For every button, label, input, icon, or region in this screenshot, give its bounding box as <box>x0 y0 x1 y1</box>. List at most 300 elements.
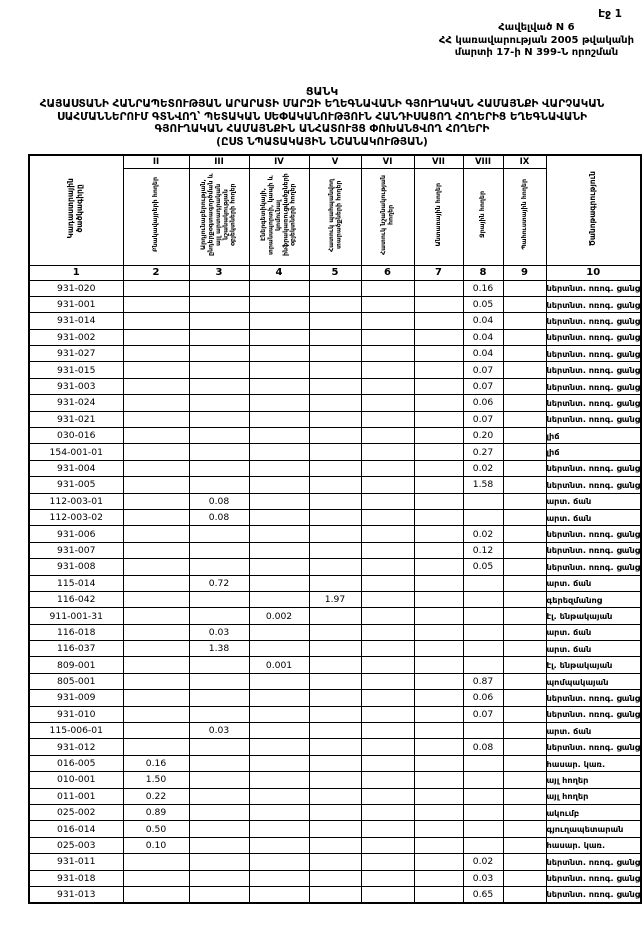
table-row <box>29 805 641 821</box>
note-cell: ներտնտ. ոռոգ. ցանց <box>546 411 641 427</box>
value-cell <box>503 378 546 394</box>
value-cell <box>414 755 463 771</box>
table-row <box>29 428 641 444</box>
table-row <box>29 641 641 657</box>
value-cell <box>361 509 414 525</box>
value-cell <box>123 870 189 886</box>
value-cell <box>414 821 463 837</box>
value-cell <box>123 329 189 345</box>
table-row <box>29 509 641 525</box>
note-cell: ներտնտ. ոռոգ. ցանց <box>546 706 641 722</box>
column-label: Հատուկ պահպանվող տարածքների հողեր <box>327 177 342 252</box>
value-cell <box>361 805 414 821</box>
table-row <box>29 608 641 624</box>
value-cell <box>309 837 361 853</box>
roman-numeral-col8: VIII <box>463 155 503 168</box>
note-cell: ակումբ <box>546 805 641 821</box>
note-cell: արտ. ճան <box>546 723 641 739</box>
value-cell <box>123 296 189 312</box>
value-cell <box>361 296 414 312</box>
value-cell <box>123 378 189 394</box>
value-cell <box>189 854 249 870</box>
value-cell <box>123 509 189 525</box>
value-cell <box>414 591 463 607</box>
value-cell <box>503 362 546 378</box>
value-cell <box>123 444 189 460</box>
value-cell: 0.22 <box>123 788 189 804</box>
table-row <box>29 395 641 411</box>
value-cell <box>189 772 249 788</box>
value-cell <box>123 886 189 902</box>
value-cell <box>123 542 189 558</box>
note-cell: ներտնտ. ոռոգ. ցանց <box>546 526 641 542</box>
value-cell <box>249 739 309 755</box>
cadastral-code: 112-003-01 <box>29 493 123 509</box>
value-cell <box>414 772 463 788</box>
note-cell: այլ հողեր <box>546 788 641 804</box>
note-cell: ներտնտ. ոռոգ. ցանց <box>546 559 641 575</box>
value-cell <box>463 657 503 673</box>
value-cell <box>249 460 309 476</box>
value-cell <box>463 509 503 525</box>
column-header-industry-lands <box>189 168 249 265</box>
value-cell <box>249 837 309 853</box>
value-cell <box>361 559 414 575</box>
value-cell <box>414 673 463 689</box>
value-cell <box>123 411 189 427</box>
value-cell <box>503 755 546 771</box>
value-cell <box>361 870 414 886</box>
value-cell <box>361 673 414 689</box>
value-cell <box>189 395 249 411</box>
value-cell <box>503 329 546 345</box>
cadastral-code: 931-009 <box>29 690 123 706</box>
value-cell: 0.12 <box>463 542 503 558</box>
value-cell <box>123 526 189 542</box>
value-cell: 0.001 <box>249 657 309 673</box>
table-row <box>29 624 641 640</box>
note-cell: ներտնտ. ոռոգ. ցանց <box>546 362 641 378</box>
note-cell: ներտնտ. ոռոգ. ցանց <box>546 460 641 476</box>
value-cell <box>503 477 546 493</box>
value-cell: 0.05 <box>463 296 503 312</box>
column-number-7: 7 <box>414 265 463 280</box>
column-label: Կադաստրային ծածկագիրը <box>66 178 85 239</box>
value-cell <box>123 673 189 689</box>
value-cell <box>123 346 189 362</box>
column-label: Անտառային հողեր <box>434 182 442 247</box>
table-row <box>29 493 641 509</box>
value-cell <box>463 575 503 591</box>
value-cell <box>361 346 414 362</box>
value-cell <box>249 346 309 362</box>
cadastral-code: 011-001 <box>29 788 123 804</box>
value-cell: 0.89 <box>123 805 189 821</box>
value-cell <box>414 723 463 739</box>
value-cell <box>309 460 361 476</box>
value-cell <box>463 641 503 657</box>
value-cell <box>123 706 189 722</box>
page-number: Էջ 1 <box>598 8 622 20</box>
value-cell <box>309 411 361 427</box>
cadastral-code: 805-001 <box>29 673 123 689</box>
value-cell: 1.50 <box>123 772 189 788</box>
value-cell <box>414 788 463 804</box>
cadastral-code: 931-003 <box>29 378 123 394</box>
value-cell <box>361 428 414 444</box>
table-header <box>29 155 641 280</box>
note-cell: էլ. ենթակայան <box>546 608 641 624</box>
value-cell <box>414 624 463 640</box>
table-body <box>29 280 641 903</box>
note-cell: այլ հողեր <box>546 772 641 788</box>
column-header-energy-transport-lands <box>249 168 309 265</box>
value-cell <box>414 575 463 591</box>
value-cell <box>361 739 414 755</box>
value-cell <box>189 346 249 362</box>
value-cell <box>189 280 249 296</box>
value-cell <box>249 788 309 804</box>
value-cell <box>309 509 361 525</box>
column-label: Պահուստային հողեր <box>520 179 528 250</box>
value-cell: 0.07 <box>463 706 503 722</box>
value-cell <box>414 428 463 444</box>
roman-numeral-col2: II <box>123 155 189 168</box>
value-cell <box>503 395 546 411</box>
value-cell <box>361 657 414 673</box>
value-cell <box>361 493 414 509</box>
note-cell: ներտնտ. ոռոգ. ցանց <box>546 296 641 312</box>
column-header-cadastral-code <box>29 155 123 265</box>
table-row <box>29 542 641 558</box>
column-header-settlement-lands <box>123 168 189 265</box>
value-cell <box>189 870 249 886</box>
table-row <box>29 837 641 853</box>
value-cell <box>503 444 546 460</box>
roman-numeral-col5: V <box>309 155 361 168</box>
roman-numeral-col9: IX <box>503 155 546 168</box>
value-cell <box>123 313 189 329</box>
value-cell: 0.02 <box>463 526 503 542</box>
value-cell <box>414 362 463 378</box>
table-row <box>29 378 641 394</box>
value-cell <box>503 821 546 837</box>
value-cell <box>123 395 189 411</box>
cadastral-code: 030-016 <box>29 428 123 444</box>
value-cell <box>189 378 249 394</box>
header-roman-row <box>29 155 641 168</box>
value-cell <box>123 428 189 444</box>
cadastral-code: 116-018 <box>29 624 123 640</box>
value-cell <box>249 624 309 640</box>
cadastral-code: 115-006-01 <box>29 723 123 739</box>
value-cell <box>189 608 249 624</box>
value-cell <box>361 280 414 296</box>
value-cell <box>309 378 361 394</box>
value-cell <box>414 395 463 411</box>
value-cell <box>189 542 249 558</box>
note-cell: ներտնտ. ոռոգ. ցանց <box>546 346 641 362</box>
value-cell: 0.03 <box>463 870 503 886</box>
value-cell <box>249 428 309 444</box>
value-cell <box>189 444 249 460</box>
value-cell: 0.27 <box>463 444 503 460</box>
value-cell <box>123 591 189 607</box>
value-cell <box>189 837 249 853</box>
value-cell <box>503 706 546 722</box>
value-cell: 0.16 <box>463 280 503 296</box>
value-cell <box>189 690 249 706</box>
cadastral-code: 112-003-02 <box>29 509 123 525</box>
cadastral-code: 931-021 <box>29 411 123 427</box>
value-cell <box>189 428 249 444</box>
value-cell <box>361 542 414 558</box>
value-cell <box>249 280 309 296</box>
note-cell: գերեզմանոց <box>546 591 641 607</box>
value-cell <box>361 854 414 870</box>
value-cell <box>309 477 361 493</box>
title-line-3: ԳՅՈՒՂԱԿԱՆ ՀԱՄԱՅՆՔԻՆ ԱՆՀԱՏՈՒՅՑ ՓՈԽԱՆՑՎՈՂ ՀՈՂԵՐԻ <box>154 123 490 135</box>
column-number-8: 8 <box>463 265 503 280</box>
cadastral-code: 116-042 <box>29 591 123 607</box>
value-cell <box>249 444 309 460</box>
table-row <box>29 362 641 378</box>
value-cell <box>189 591 249 607</box>
table-row <box>29 739 641 755</box>
value-cell <box>249 313 309 329</box>
value-cell <box>309 624 361 640</box>
value-cell <box>503 886 546 902</box>
value-cell <box>503 739 546 755</box>
value-cell <box>189 673 249 689</box>
column-number-10: 10 <box>546 265 641 280</box>
value-cell <box>361 608 414 624</box>
value-cell <box>361 755 414 771</box>
value-cell <box>463 788 503 804</box>
value-cell <box>361 378 414 394</box>
note-cell: լիճ <box>546 428 641 444</box>
value-cell <box>361 329 414 345</box>
table-row <box>29 575 641 591</box>
value-cell: 1.58 <box>463 477 503 493</box>
value-cell <box>249 723 309 739</box>
value-cell <box>249 690 309 706</box>
column-label: Արդյունաբերության, ընդերքօգտագործման և այլ արտադրական նշանակության օբյեկտների հողեր <box>200 173 238 256</box>
note-cell: արտ. ճան <box>546 493 641 509</box>
roman-numeral-col7: VII <box>414 155 463 168</box>
cadastral-code: 931-007 <box>29 542 123 558</box>
table-row <box>29 526 641 542</box>
value-cell <box>414 477 463 493</box>
column-number-9: 9 <box>503 265 546 280</box>
value-cell <box>309 821 361 837</box>
value-cell: 0.16 <box>123 755 189 771</box>
table-row <box>29 411 641 427</box>
table-row <box>29 329 641 345</box>
value-cell <box>309 444 361 460</box>
cadastral-code: 931-020 <box>29 280 123 296</box>
value-cell <box>414 690 463 706</box>
value-cell: 0.04 <box>463 346 503 362</box>
value-cell <box>309 329 361 345</box>
value-cell <box>361 477 414 493</box>
value-cell <box>503 837 546 853</box>
value-cell <box>503 723 546 739</box>
value-cell <box>189 559 249 575</box>
column-number-6: 6 <box>361 265 414 280</box>
cadastral-code: 931-011 <box>29 854 123 870</box>
value-cell <box>414 657 463 673</box>
note-cell: ներտնտ. ոռոգ. ցանց <box>546 854 641 870</box>
table-row <box>29 346 641 362</box>
cadastral-code: 809-001 <box>29 657 123 673</box>
value-cell <box>189 477 249 493</box>
value-cell <box>361 591 414 607</box>
cadastral-code: 931-002 <box>29 329 123 345</box>
value-cell <box>189 362 249 378</box>
note-cell: ներտնտ. ոռոգ. ցանց <box>546 886 641 902</box>
note-cell: հասար. կառ. <box>546 837 641 853</box>
value-cell <box>503 673 546 689</box>
value-cell <box>249 395 309 411</box>
table-row <box>29 788 641 804</box>
value-cell <box>463 821 503 837</box>
table-row <box>29 772 641 788</box>
value-cell <box>189 411 249 427</box>
value-cell: 0.08 <box>189 509 249 525</box>
column-number-5: 5 <box>309 265 361 280</box>
value-cell <box>189 657 249 673</box>
value-cell <box>309 805 361 821</box>
value-cell <box>414 526 463 542</box>
value-cell <box>361 788 414 804</box>
value-cell <box>414 313 463 329</box>
value-cell <box>249 886 309 902</box>
value-cell <box>123 575 189 591</box>
cadastral-code: 116-037 <box>29 641 123 657</box>
value-cell: 0.10 <box>123 837 189 853</box>
value-cell <box>503 346 546 362</box>
value-cell <box>249 411 309 427</box>
value-cell <box>309 755 361 771</box>
note-cell: ներտնտ. ոռոգ. ցանց <box>546 313 641 329</box>
value-cell <box>414 411 463 427</box>
value-cell <box>309 886 361 902</box>
cadastral-code: 911-001-31 <box>29 608 123 624</box>
value-cell <box>249 477 309 493</box>
value-cell <box>503 542 546 558</box>
value-cell <box>249 559 309 575</box>
value-cell <box>249 673 309 689</box>
value-cell <box>189 788 249 804</box>
value-cell <box>189 805 249 821</box>
table-row <box>29 706 641 722</box>
roman-numeral-col4: IV <box>249 155 309 168</box>
value-cell <box>309 313 361 329</box>
cadastral-code: 025-003 <box>29 837 123 853</box>
value-cell: 0.04 <box>463 313 503 329</box>
value-cell <box>249 575 309 591</box>
value-cell <box>189 886 249 902</box>
value-cell: 1.38 <box>189 641 249 657</box>
page-header <box>0 0 644 60</box>
column-header-notes <box>546 155 641 265</box>
value-cell <box>463 723 503 739</box>
value-cell <box>503 870 546 886</box>
value-cell <box>309 346 361 362</box>
title-line-2: ՍԱՀՄԱՆՆԵՐՈՒՄ ԳՏՆՎՈՂ՝ ՊԵՏԱԿԱՆ ՍԵՓԱԿԱՆՈՒԹՅՈՒՆ ՀԱՆԴԻՍԱՑՈՂ ՀՈՂԵՐԻՑ ԵՂԵԳՆԱՎԱՆԻ <box>57 110 587 123</box>
value-cell <box>123 493 189 509</box>
value-cell <box>123 624 189 640</box>
value-cell <box>249 296 309 312</box>
title-heading: ՑԱՆԿ <box>305 84 339 98</box>
land-transfer-table <box>28 154 642 904</box>
roman-numeral-col3: III <box>189 155 249 168</box>
value-cell <box>189 706 249 722</box>
value-cell <box>309 690 361 706</box>
note-cell: հասար. կառ. <box>546 755 641 771</box>
value-cell <box>189 755 249 771</box>
value-cell <box>503 296 546 312</box>
value-cell <box>414 837 463 853</box>
value-cell <box>249 772 309 788</box>
value-cell <box>503 805 546 821</box>
value-cell <box>123 690 189 706</box>
value-cell <box>309 526 361 542</box>
value-cell <box>249 641 309 657</box>
value-cell <box>123 460 189 476</box>
cadastral-code: 931-010 <box>29 706 123 722</box>
value-cell <box>503 788 546 804</box>
table-row <box>29 280 641 296</box>
header-number-row <box>29 265 641 280</box>
value-cell <box>414 280 463 296</box>
value-cell: 1.97 <box>309 591 361 607</box>
value-cell <box>503 690 546 706</box>
value-cell <box>361 624 414 640</box>
value-cell <box>249 329 309 345</box>
value-cell <box>414 509 463 525</box>
value-cell <box>249 821 309 837</box>
value-cell <box>249 509 309 525</box>
note-cell: էլ. ենթակայան <box>546 657 641 673</box>
value-cell <box>414 460 463 476</box>
cadastral-code: 931-015 <box>29 362 123 378</box>
value-cell <box>361 362 414 378</box>
value-cell: 0.06 <box>463 690 503 706</box>
cadastral-code: 931-004 <box>29 460 123 476</box>
table-row <box>29 673 641 689</box>
value-cell <box>463 624 503 640</box>
value-cell <box>309 575 361 591</box>
value-cell: 0.07 <box>463 378 503 394</box>
value-cell <box>463 805 503 821</box>
value-cell <box>189 821 249 837</box>
value-cell <box>414 378 463 394</box>
value-cell: 0.03 <box>189 624 249 640</box>
table-row <box>29 854 641 870</box>
annex-line-2: ՀՀ կառավարության 2005 թվականի <box>438 34 634 46</box>
cadastral-code: 931-024 <box>29 395 123 411</box>
cadastral-code: 931-012 <box>29 739 123 755</box>
note-cell: ներտնտ. ոռոգ. ցանց <box>546 378 641 394</box>
roman-numeral-col6: VI <box>361 155 414 168</box>
column-header-reserve-lands <box>503 168 546 265</box>
value-cell <box>123 854 189 870</box>
cadastral-code: 931-014 <box>29 313 123 329</box>
value-cell <box>123 641 189 657</box>
value-cell: 0.65 <box>463 886 503 902</box>
